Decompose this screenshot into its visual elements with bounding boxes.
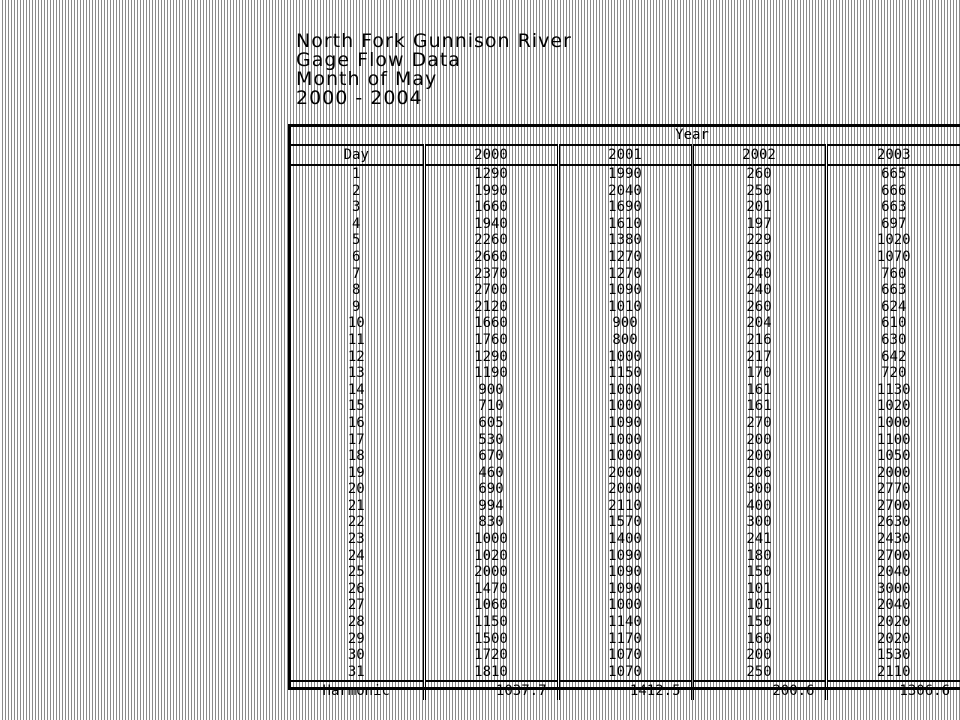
day-cell: 21	[347, 497, 365, 514]
flow-value-cell: 1000	[558, 432, 692, 449]
harmonic-value: 1412.5	[558, 681, 692, 700]
flow-value-cell: 1000	[558, 382, 692, 399]
flow-value-cell: 800	[558, 332, 692, 349]
flow-value-cell: 1070	[558, 664, 692, 682]
flow-value-cell: 642	[826, 349, 960, 366]
table-row	[290, 614, 960, 631]
flow-value-cell: 150	[692, 614, 826, 631]
day-cell: 7	[352, 265, 361, 282]
flow-value-cell: 2700	[826, 498, 960, 515]
flow-value-cell: 1940	[424, 216, 558, 233]
flow-value-cell: 760	[826, 266, 960, 283]
table-row	[290, 448, 960, 465]
day-cell: 20	[347, 481, 365, 498]
flow-value-cell: 1100	[826, 432, 960, 449]
flow-value-cell: 300	[692, 481, 826, 498]
flow-value-cell: 1020	[826, 398, 960, 415]
day-cell: 4	[352, 215, 361, 232]
year-column-header: 2001	[558, 145, 692, 165]
flow-value-cell: 665	[826, 165, 960, 183]
flow-value-cell: 1140	[558, 614, 692, 631]
flow-value-cell: 217	[692, 349, 826, 366]
flow-value-cell: 2370	[424, 266, 558, 283]
flow-value-cell: 1270	[558, 266, 692, 283]
flow-value-cell: 1270	[558, 249, 692, 266]
flow-value-cell: 240	[692, 266, 826, 283]
flow-value-cell: 1530	[826, 647, 960, 664]
flow-value-cell: 1000	[424, 531, 558, 548]
flow-value-cell: 720	[826, 365, 960, 382]
day-cell: 15	[347, 398, 365, 415]
flow-value-cell: 101	[692, 581, 826, 598]
table-row	[290, 581, 960, 598]
year-column-header: 2000	[424, 145, 558, 165]
day-cell: 24	[347, 547, 365, 564]
flow-value-cell: 200	[692, 432, 826, 449]
day-cell: 30	[347, 647, 365, 664]
day-cell: 8	[352, 282, 361, 299]
harmonic-value: 200.6	[692, 681, 826, 700]
flow-value-cell: 1090	[558, 564, 692, 581]
flow-value-cell: 1020	[424, 548, 558, 565]
flow-value-cell: 1470	[424, 581, 558, 598]
day-cell: 18	[347, 448, 365, 465]
flow-value-cell: 1050	[826, 448, 960, 465]
flow-value-cell: 900	[558, 315, 692, 332]
flow-value-cell: 1010	[558, 299, 692, 316]
flow-value-cell: 663	[826, 282, 960, 299]
day-cell: 19	[347, 464, 365, 481]
table-row	[290, 498, 960, 515]
table-row	[290, 531, 960, 548]
flow-value-cell: 1060	[424, 597, 558, 614]
flow-value-cell: 250	[692, 183, 826, 200]
flow-value-cell: 270	[692, 415, 826, 432]
title-line-month: Month of May	[296, 68, 438, 90]
flow-value-cell: 1000	[558, 448, 692, 465]
day-cell: 3	[352, 199, 361, 216]
day-cell: 28	[347, 614, 365, 631]
year-column-header: 2002	[692, 145, 826, 165]
flow-value-cell: 101	[692, 597, 826, 614]
table-row	[290, 299, 960, 316]
flow-value-cell: 1720	[424, 647, 558, 664]
day-cell: 5	[352, 232, 361, 249]
flow-value-cell: 994	[424, 498, 558, 515]
day-cell: 23	[347, 531, 365, 548]
table-row	[290, 564, 960, 581]
flow-value-cell: 1660	[424, 199, 558, 216]
flow-value-cell: 250	[692, 664, 826, 682]
flow-value-cell: 1000	[558, 398, 692, 415]
day-cell: 25	[347, 564, 365, 581]
flow-value-cell: 1990	[424, 183, 558, 200]
flow-value-cell: 2000	[826, 465, 960, 482]
flow-value-cell: 1090	[558, 548, 692, 565]
table-row	[290, 465, 960, 482]
flow-value-cell: 2000	[424, 564, 558, 581]
day-cell: 2	[352, 182, 361, 199]
flow-value-cell: 300	[692, 514, 826, 531]
harmonic-value: 1306.6	[826, 681, 960, 700]
day-cell: 27	[347, 597, 365, 614]
flow-value-cell: 161	[692, 382, 826, 399]
flow-value-cell: 200	[692, 647, 826, 664]
flow-value-cell: 1990	[558, 165, 692, 183]
day-cell: 26	[347, 580, 365, 597]
flow-value-cell: 1760	[424, 332, 558, 349]
year-group-header: Year	[424, 126, 960, 145]
table-row	[290, 432, 960, 449]
flow-value-cell: 1020	[826, 232, 960, 249]
flow-value-cell: 2660	[424, 249, 558, 266]
flow-value-cell: 1090	[558, 581, 692, 598]
flow-value-cell: 1660	[424, 315, 558, 332]
table-row	[290, 332, 960, 349]
flow-value-cell: 1000	[826, 415, 960, 432]
table-row	[290, 514, 960, 531]
flow-value-cell: 2040	[826, 564, 960, 581]
flow-value-cell: 1290	[424, 165, 558, 183]
flow-value-cell: 830	[424, 514, 558, 531]
flow-value-cell: 260	[692, 249, 826, 266]
flow-value-cell: 216	[692, 332, 826, 349]
day-cell: 31	[347, 663, 365, 680]
table-row	[290, 199, 960, 216]
flow-value-cell: 2020	[826, 631, 960, 648]
flow-value-cell: 460	[424, 465, 558, 482]
day-cell: 14	[347, 381, 365, 398]
table-row	[290, 415, 960, 432]
title-line-years: 2000 - 2004	[296, 87, 423, 109]
table-row	[290, 249, 960, 266]
flow-value-cell: 2430	[826, 531, 960, 548]
flow-value-cell: 2260	[424, 232, 558, 249]
flow-value-cell: 260	[692, 299, 826, 316]
day-cell: 6	[352, 248, 361, 265]
year-column-header: 2003	[826, 145, 960, 165]
flow-value-cell: 1190	[424, 365, 558, 382]
flow-value-cell: 2700	[826, 548, 960, 565]
flow-value-cell: 197	[692, 216, 826, 233]
day-cell: 22	[347, 514, 365, 531]
flow-value-cell: 2630	[826, 514, 960, 531]
day-cell: 9	[352, 298, 361, 315]
table-row	[290, 382, 960, 399]
flow-table-body	[290, 165, 960, 681]
flow-value-cell: 2700	[424, 282, 558, 299]
flow-value-cell: 2040	[558, 183, 692, 200]
flow-value-cell: 2020	[826, 614, 960, 631]
table-row	[290, 183, 960, 200]
flow-value-cell: 3000	[826, 581, 960, 598]
flow-value-cell: 2110	[826, 664, 960, 682]
flow-value-cell: 201	[692, 199, 826, 216]
flow-value-cell: 2120	[424, 299, 558, 316]
flow-value-cell: 2770	[826, 481, 960, 498]
flow-value-cell: 204	[692, 315, 826, 332]
flow-value-cell: 1400	[558, 531, 692, 548]
flow-value-cell: 697	[826, 216, 960, 233]
flow-value-cell: 2040	[826, 597, 960, 614]
flow-value-cell: 530	[424, 432, 558, 449]
flow-value-cell: 1570	[558, 514, 692, 531]
flow-value-cell: 1610	[558, 216, 692, 233]
flow-value-cell: 2110	[558, 498, 692, 515]
flow-value-cell: 1130	[826, 382, 960, 399]
flow-value-cell: 1090	[558, 415, 692, 432]
flow-value-cell: 161	[692, 398, 826, 415]
title-line-subject: Gage Flow Data	[296, 49, 461, 71]
flow-table	[290, 126, 960, 700]
flow-value-cell: 150	[692, 564, 826, 581]
day-cell: 16	[347, 414, 365, 431]
flow-value-cell: 690	[424, 481, 558, 498]
flow-value-cell: 630	[826, 332, 960, 349]
table-row	[290, 315, 960, 332]
day-cell: 13	[347, 365, 365, 382]
day-cell: 1	[352, 166, 361, 182]
flow-value-cell: 663	[826, 199, 960, 216]
flow-value-cell: 900	[424, 382, 558, 399]
flow-value-cell: 180	[692, 548, 826, 565]
flow-value-cell: 170	[692, 365, 826, 382]
table-row	[290, 349, 960, 366]
flow-value-cell: 206	[692, 465, 826, 482]
table-row	[290, 266, 960, 283]
table-row	[290, 365, 960, 382]
flow-value-cell: 240	[692, 282, 826, 299]
table-row	[290, 216, 960, 233]
table-row	[290, 481, 960, 498]
day-cell: 12	[347, 348, 365, 365]
year-group-row	[290, 126, 960, 145]
flow-value-cell: 1150	[424, 614, 558, 631]
flow-value-cell: 1000	[558, 597, 692, 614]
day-cell: 10	[347, 315, 365, 332]
flow-value-cell: 400	[692, 498, 826, 515]
flow-value-cell: 1500	[424, 631, 558, 648]
day-cell: 29	[347, 630, 365, 647]
flow-value-cell: 1290	[424, 349, 558, 366]
flow-value-cell: 1000	[558, 349, 692, 366]
flow-value-cell: 1070	[558, 647, 692, 664]
table-row	[290, 664, 960, 682]
flow-value-cell: 1380	[558, 232, 692, 249]
harmonic-value: 1037.7	[424, 681, 558, 700]
table-row	[290, 631, 960, 648]
column-header-row	[290, 145, 960, 165]
flow-value-cell: 666	[826, 183, 960, 200]
flow-value-cell: 1150	[558, 365, 692, 382]
table-row	[290, 165, 960, 183]
flow-value-cell: 605	[424, 415, 558, 432]
flow-value-cell: 200	[692, 448, 826, 465]
flow-value-cell: 229	[692, 232, 826, 249]
flow-value-cell: 1810	[424, 664, 558, 682]
day-cell: 11	[347, 331, 365, 348]
table-row	[290, 647, 960, 664]
flow-value-cell: 2000	[558, 465, 692, 482]
flow-value-cell: 260	[692, 165, 826, 183]
flow-value-cell: 1690	[558, 199, 692, 216]
flow-value-cell: 1090	[558, 282, 692, 299]
flow-value-cell: 610	[826, 315, 960, 332]
table-row	[290, 398, 960, 415]
flow-value-cell: 2000	[558, 481, 692, 498]
title-line-river: North Fork Gunnison River	[296, 30, 572, 52]
flow-value-cell: 160	[692, 631, 826, 648]
table-row	[290, 597, 960, 614]
flow-value-cell: 624	[826, 299, 960, 316]
flow-value-cell: 710	[424, 398, 558, 415]
flow-value-cell: 1170	[558, 631, 692, 648]
day-column-header: Day	[290, 145, 424, 165]
table-row	[290, 548, 960, 565]
table-row	[290, 282, 960, 299]
day-cell: 17	[347, 431, 365, 448]
harmonic-label: Harmonic	[290, 681, 424, 700]
flow-value-cell: 241	[692, 531, 826, 548]
flow-value-cell: 670	[424, 448, 558, 465]
harmonic-mean-row	[290, 681, 960, 700]
table-row	[290, 232, 960, 249]
title-block	[296, 32, 572, 108]
flow-value-cell: 1070	[826, 249, 960, 266]
year-group-spacer	[290, 126, 424, 145]
